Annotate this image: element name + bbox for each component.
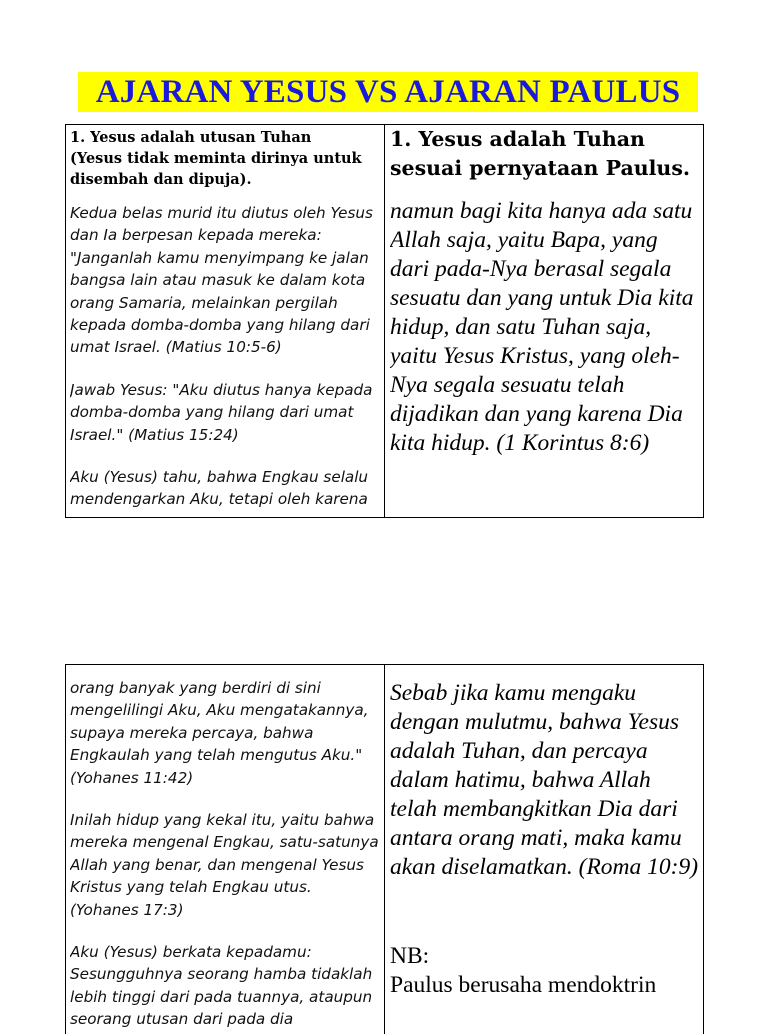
left-scripture-2: Jawab Yesus: "Aku diutus hanya kepada domba-domba yang hilang dari umat Israel." (Matius 15:24) bbox=[70, 380, 373, 444]
page-title: AJARAN YESUS VS AJARAN PAULUS bbox=[78, 72, 698, 112]
right-scripture-1: namun bagi kita hanya ada satu Allah saja, yaitu Bapa, yang dari pada-Nya berasal segala sesuatu dan yang untuk Dia kita hidup, dan satu Tuhan saja, yaitu Yesus Kristus, yang oleh-Nya segala sesuatu telah dijadikan dan yang karena Dia kita hidup. (1 Korintus 8:6) bbox=[390, 198, 694, 456]
column-divider bbox=[384, 125, 385, 517]
comparison-table-1 bbox=[65, 124, 704, 518]
left-scripture-6: Aku (Yesus) berkata kepadamu: Sesungguhnya seorang hamba tidaklah lebih tinggi dari pada tuannya, ataupun seorang utusan dari pada dia bbox=[70, 943, 373, 1029]
right-heading: 1. Yesus adalah Tuhan sesuai pernyataan Paulus. bbox=[390, 127, 691, 180]
right-scripture-2: Sebab jika kamu mengaku dengan mulutmu, bahwa Yesus adalah Tuhan, dan percaya dalam hatimu, bahwa Allah telah membangkitkan Dia dari antara orang mati, maka kamu akan diselamatkan. (Roma 10:9) bbox=[390, 680, 699, 880]
column-divider bbox=[384, 665, 385, 1034]
left-scripture-4: orang banyak yang berdiri di sini mengelilingi Aku, Aku mengatakannya, supaya mereka percaya, bahwa Engkaulah yang telah mengutus Aku." (Yohanes 11:42) bbox=[70, 679, 369, 787]
left-scripture-1: Kedua belas murid itu diutus oleh Yesus dan Ia berpesan kepada mereka: "Janganlah kamu menyimpang ke jalan bangsa lain atau masuk ke dalam kota orang Samaria, melainkan pergilah kepada domba-domba yang hilang dari umat Israel. (Matius 10:5-6) bbox=[70, 204, 373, 357]
jesus-teaching-column bbox=[70, 665, 380, 1034]
jesus-teaching-column bbox=[70, 125, 380, 517]
nb-text: Paulus berusaha mendoktrin bbox=[390, 972, 657, 998]
left-heading-1: 1. Yesus adalah utusan Tuhan bbox=[70, 129, 312, 146]
left-heading-2: (Yesus tidak meminta dirinya untuk disembah dan dipuja). bbox=[70, 150, 362, 188]
paul-teaching-column bbox=[390, 665, 702, 1034]
comparison-table-2 bbox=[65, 664, 704, 1034]
left-scripture-5: Inilah hidup yang kekal itu, yaitu bahwa mereka mengenal Engkau, satu-satunya Allah yang benar, dan mengenal Yesus Kristus yang telah Engkau utus. (Yohanes 17:3) bbox=[70, 811, 379, 919]
paul-teaching-column bbox=[390, 125, 702, 517]
nb-label: NB: bbox=[390, 943, 430, 969]
left-scripture-3: Aku (Yesus) tahu, bahwa Engkau selalu mendengarkan Aku, tetapi oleh karena bbox=[70, 468, 369, 509]
